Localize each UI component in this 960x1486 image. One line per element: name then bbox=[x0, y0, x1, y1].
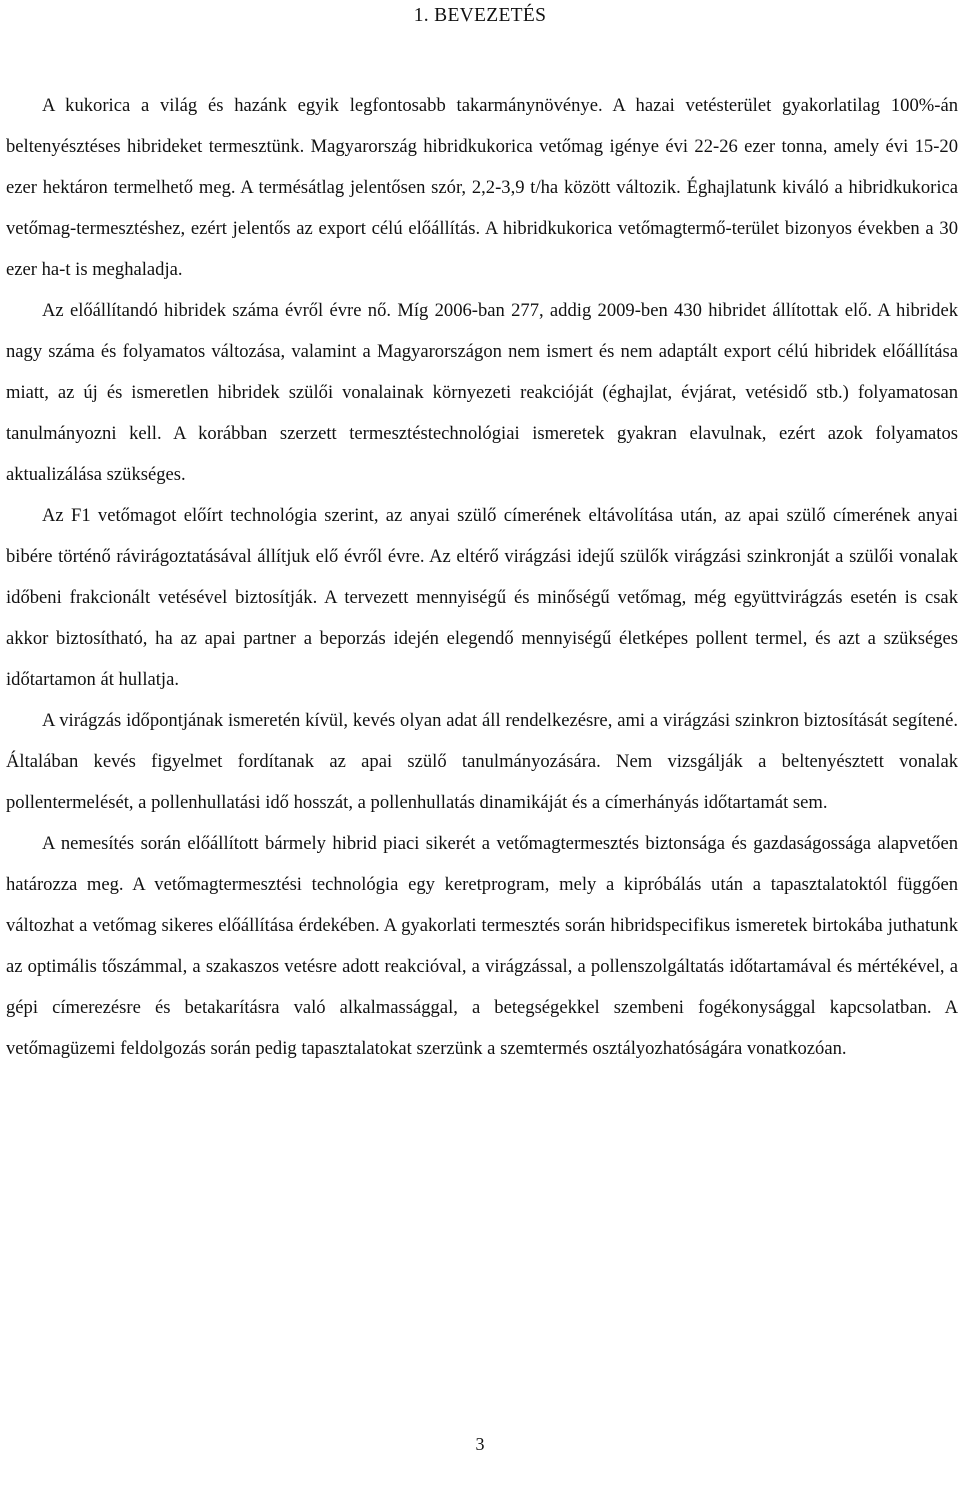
paragraph-2: Az előállítandó hibridek száma évről évre nő. Míg 2006-ban 277, addig 2009-ben 430 hibridet állítottak elő. A hibridek nagy száma és folyamatos változása, valamint a Magyarországon nem ismert és nem adaptált export célú hibridek előállítása miatt, az új és ismeretlen hibridek szülői vonalainak környezeti reakcióját (éghajlat, évjárat, vetésidő stb.) folyamatosan tanulmányozni kell. A korábban szerzett termesztéstechnológiai ismeretek gyakran elavulnak, ezért azok folyamatos aktualizálása szükséges. bbox=[6, 300, 958, 485]
paragraph-5: A nemesítés során előállított bármely hibrid piaci sikerét a vetőmagtermesztés biztonsága és gazdaságossága alapvetően határozza meg. A vetőmagtermesztési technológia egy keretprogram, mely a kipróbálás után a tapasztalatoktól függően változhat a vetőmag sikeres előállítása érdekében. A gyakorlati termesztés során hibridspecifikus ismeretek birtokába juthatunk az optimális tőszámmal, a szakaszos vetésre adott reakcióval, a virágzással, a pollenszolgáltatás időtartamával és mértékével, a gépi címerezésre és betakarításra való alkalmassággal, a betegségekkel szembeni fogékonysággal kapcsolatban. A vetőmagüzemi feldolgozás során pedig tapasztalatokat szerzünk a szemtermés osztályozhatóságára vonatkozóan. bbox=[6, 833, 958, 1059]
paragraph-4: A virágzás időpontjának ismeretén kívül, kevés olyan adat áll rendelkezésre, ami a virágzási szinkron biztosítását segítené. Általában kevés figyelmet fordítanak az apai szülő tanulmányozására. Nem vizsgálják a beltenyésztett vonalak pollentermelését, a pollenhullatási idő hosszát, a pollenhullatás dinamikáját és a címerhányás időtartamát sem. bbox=[6, 710, 958, 813]
page-number: 3 bbox=[475, 1434, 485, 1454]
chapter-heading: 1. BEVEZETÉS bbox=[413, 5, 547, 26]
body-text bbox=[6, 85, 958, 1069]
paragraph-3: Az F1 vetőmagot előírt technológia szerint, az anyai szülő címerének eltávolítása után, az apai szülő címerének anyai bibére történő rávirágoztatásával állítjuk elő évről évre. Az eltérő virágzási idejű szülők virágzási szinkronját a szülői vonalak időbeni frakcionált vetésével biztosítják. A tervezett mennyiségű és minőségű vetőmag, még együttvirágzás esetén is csak akkor biztosítható, ha az apai partner a beporzás idején elegendő mennyiségű életképes pollent termel, és azt a szükséges időtartamon át hullatja. bbox=[6, 505, 958, 690]
paragraph-1: A kukorica a világ és hazánk egyik legfontosabb takarmánynövénye. A hazai vetésterület gyakorlatilag 100%-án beltenyésztéses hibrideket termesztünk. Magyarország hibridkukorica vetőmag igénye évi 22-26 ezer tonna, amely évi 15-20 ezer hektáron termelhető meg. A termésátlag jelentősen szór, 2,2-3,9 t/ha között változik. Éghajlatunk kiváló a hibridkukorica vetőmag-termesztéshez, ezért jelentős az export célú előállítás. A hibridkukorica vetőmagtermő-terület bizonyos években a 30 ezer ha-t is meghaladja. bbox=[6, 95, 958, 280]
